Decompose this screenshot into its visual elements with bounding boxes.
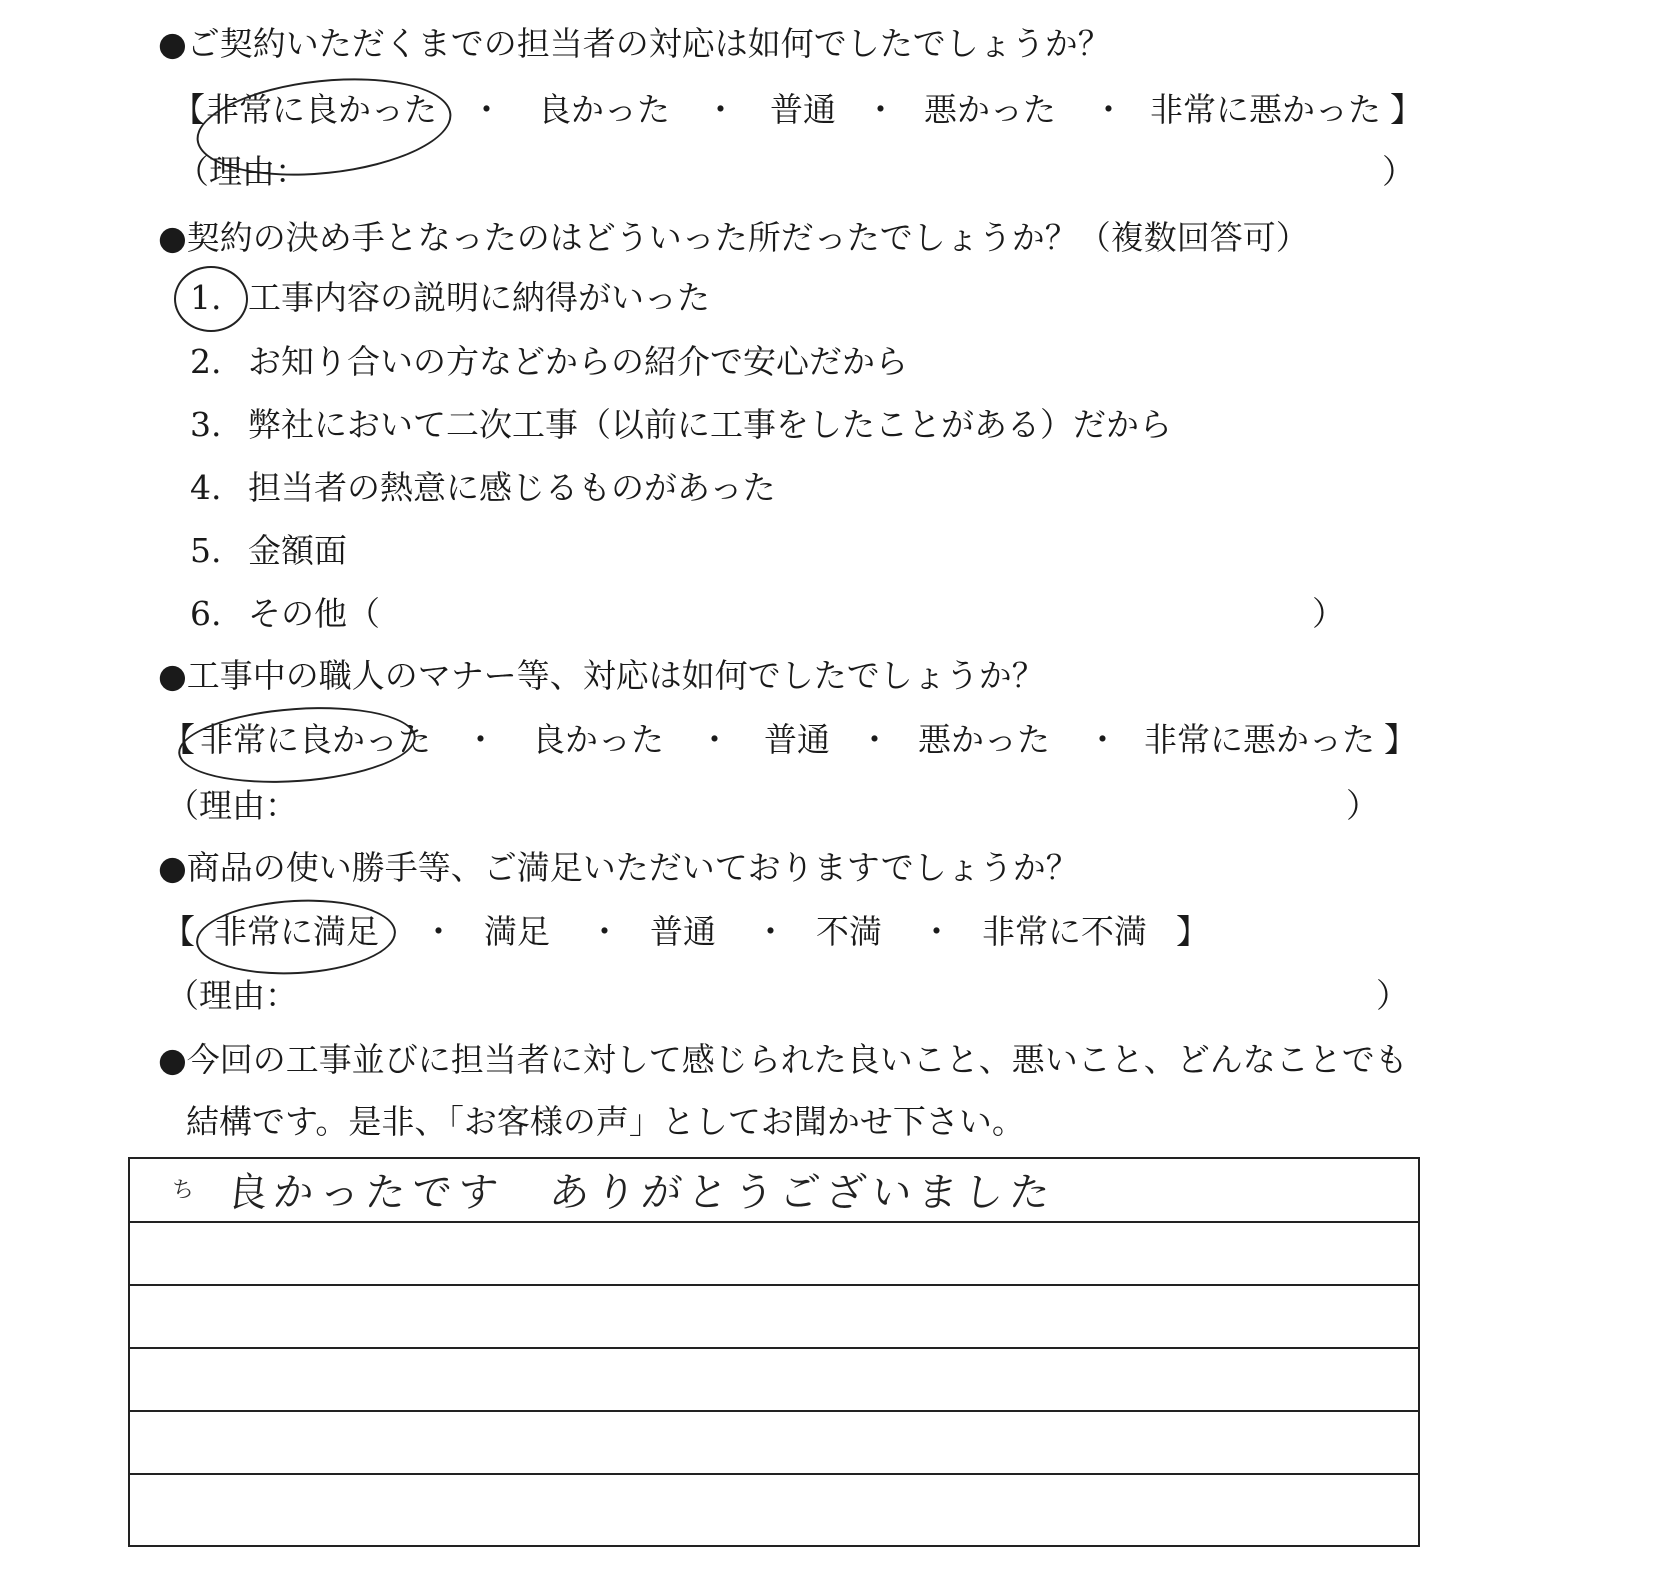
q4-option-normal[interactable]: 普通 bbox=[650, 912, 716, 951]
q2-item-5[interactable] bbox=[190, 531, 347, 571]
q2-item-4[interactable] bbox=[190, 468, 776, 508]
q3-open-bracket: 【 bbox=[162, 720, 195, 759]
q2-item-text: 工事内容の説明に納得がいった bbox=[248, 278, 710, 317]
q4-option-dissatisfied[interactable]: 不満 bbox=[816, 912, 882, 951]
q3-reason-close: ） bbox=[1346, 786, 1379, 825]
q2-item-text: その他（ bbox=[248, 594, 380, 633]
q2-item-number: 4. bbox=[190, 468, 222, 507]
q3-option-very-good[interactable]: 非常に良かった bbox=[200, 720, 431, 759]
q2-item-6[interactable] bbox=[190, 594, 380, 634]
q5-question-line1: ●今回の工事並びに担当者に対して感じられた良いこと、悪いこと、どんなことでも bbox=[158, 1040, 1408, 1079]
comment-rule bbox=[130, 1221, 1418, 1223]
q2-item-number: 1. bbox=[190, 278, 222, 317]
q2-item-text: 金額面 bbox=[248, 531, 347, 570]
q1-close-bracket: 】 bbox=[1390, 90, 1423, 129]
q1-option-normal[interactable]: 普通 bbox=[770, 90, 836, 129]
q4-reason-close: ） bbox=[1376, 976, 1409, 1015]
q4-separator: ・ bbox=[754, 912, 787, 951]
q1-option-good[interactable]: 良かった bbox=[538, 90, 670, 129]
q2-item-text: 担当者の熱意に感じるものがあった bbox=[248, 468, 776, 507]
q2-item-text: 弊社において二次工事（以前に工事をしたことがある）だから bbox=[248, 405, 1172, 444]
q1-option-bad[interactable]: 悪かった bbox=[924, 90, 1056, 129]
q3-option-bad[interactable]: 悪かった bbox=[918, 720, 1050, 759]
q3-reason-label: （理由： bbox=[166, 786, 298, 825]
q1-option-very-good[interactable]: 非常に良かった bbox=[206, 90, 437, 129]
q3-option-normal[interactable]: 普通 bbox=[764, 720, 830, 759]
q3-option-good[interactable]: 良かった bbox=[532, 720, 664, 759]
q4-open-bracket: 【 bbox=[162, 912, 195, 951]
q3-separator: ・ bbox=[464, 720, 497, 759]
q4-separator: ・ bbox=[588, 912, 621, 951]
comment-rule bbox=[130, 1473, 1418, 1475]
q2-item-number: 2. bbox=[190, 342, 222, 381]
q2-item-number: 6. bbox=[190, 594, 222, 633]
q3-question: ●工事中の職人のマナー等、対応は如何でしたでしょうか？ bbox=[158, 656, 1045, 695]
q2-item-3[interactable] bbox=[190, 405, 1172, 445]
q4-options-row bbox=[158, 912, 1418, 952]
comment-rule bbox=[130, 1347, 1418, 1349]
q2-item-text: お知り合いの方などからの紹介で安心だから bbox=[248, 342, 908, 381]
q1-reason-close: ） bbox=[1382, 152, 1415, 191]
comment-rule bbox=[130, 1410, 1418, 1412]
q2-question: ●契約の決め手となったのはどういった所だったでしょうか？（複数回答可） bbox=[158, 218, 1309, 257]
q1-separator: ・ bbox=[470, 90, 503, 129]
q3-options-row bbox=[158, 720, 1418, 760]
q1-reason-label: （理由： bbox=[176, 152, 308, 191]
q1-separator: ・ bbox=[704, 90, 737, 129]
q3-separator: ・ bbox=[1086, 720, 1119, 759]
q1-options-row bbox=[158, 90, 1423, 130]
comment-rule bbox=[130, 1284, 1418, 1286]
q4-option-satisfied[interactable]: 満足 bbox=[484, 912, 550, 951]
q2-item-1[interactable] bbox=[190, 278, 710, 318]
q4-option-very-dissatisfied[interactable]: 非常に不満 bbox=[982, 912, 1147, 951]
q1-separator: ・ bbox=[1092, 90, 1125, 129]
q3-separator: ・ bbox=[698, 720, 731, 759]
q3-separator: ・ bbox=[858, 720, 891, 759]
q2-other-close: ） bbox=[1312, 594, 1345, 633]
q1-question: ●ご契約いただくまでの担当者の対応は如何でしたでしょうか？ bbox=[158, 24, 1111, 63]
q4-option-very-satisfied[interactable]: 非常に満足 bbox=[214, 912, 379, 951]
q1-open-bracket: 【 bbox=[172, 90, 205, 129]
handwritten-answer: 良かったです ありがとうございました bbox=[225, 1170, 1059, 1216]
q4-reason-label: （理由： bbox=[166, 976, 298, 1015]
q2-item-2[interactable] bbox=[190, 342, 908, 382]
q1-option-very-bad[interactable]: 非常に悪かった bbox=[1150, 90, 1381, 129]
q4-separator: ・ bbox=[920, 912, 953, 951]
q2-item-number: 3. bbox=[190, 405, 222, 444]
q2-item-number: 5. bbox=[190, 531, 222, 570]
comment-box[interactable] bbox=[128, 1157, 1420, 1547]
q5-question-line2: 結構です。是非、「お客様の声」としてお聞かせ下さい。 bbox=[186, 1102, 1025, 1141]
comment-mark: ち bbox=[172, 1178, 195, 1203]
q1-separator: ・ bbox=[864, 90, 897, 129]
q3-close-bracket: 】 bbox=[1384, 720, 1417, 759]
q4-question: ●商品の使い勝手等、ご満足いただいておりますでしょうか？ bbox=[158, 848, 1079, 887]
q3-option-very-bad[interactable]: 非常に悪かった bbox=[1144, 720, 1375, 759]
q4-close-bracket: 】 bbox=[1176, 912, 1209, 951]
q4-separator: ・ bbox=[422, 912, 455, 951]
